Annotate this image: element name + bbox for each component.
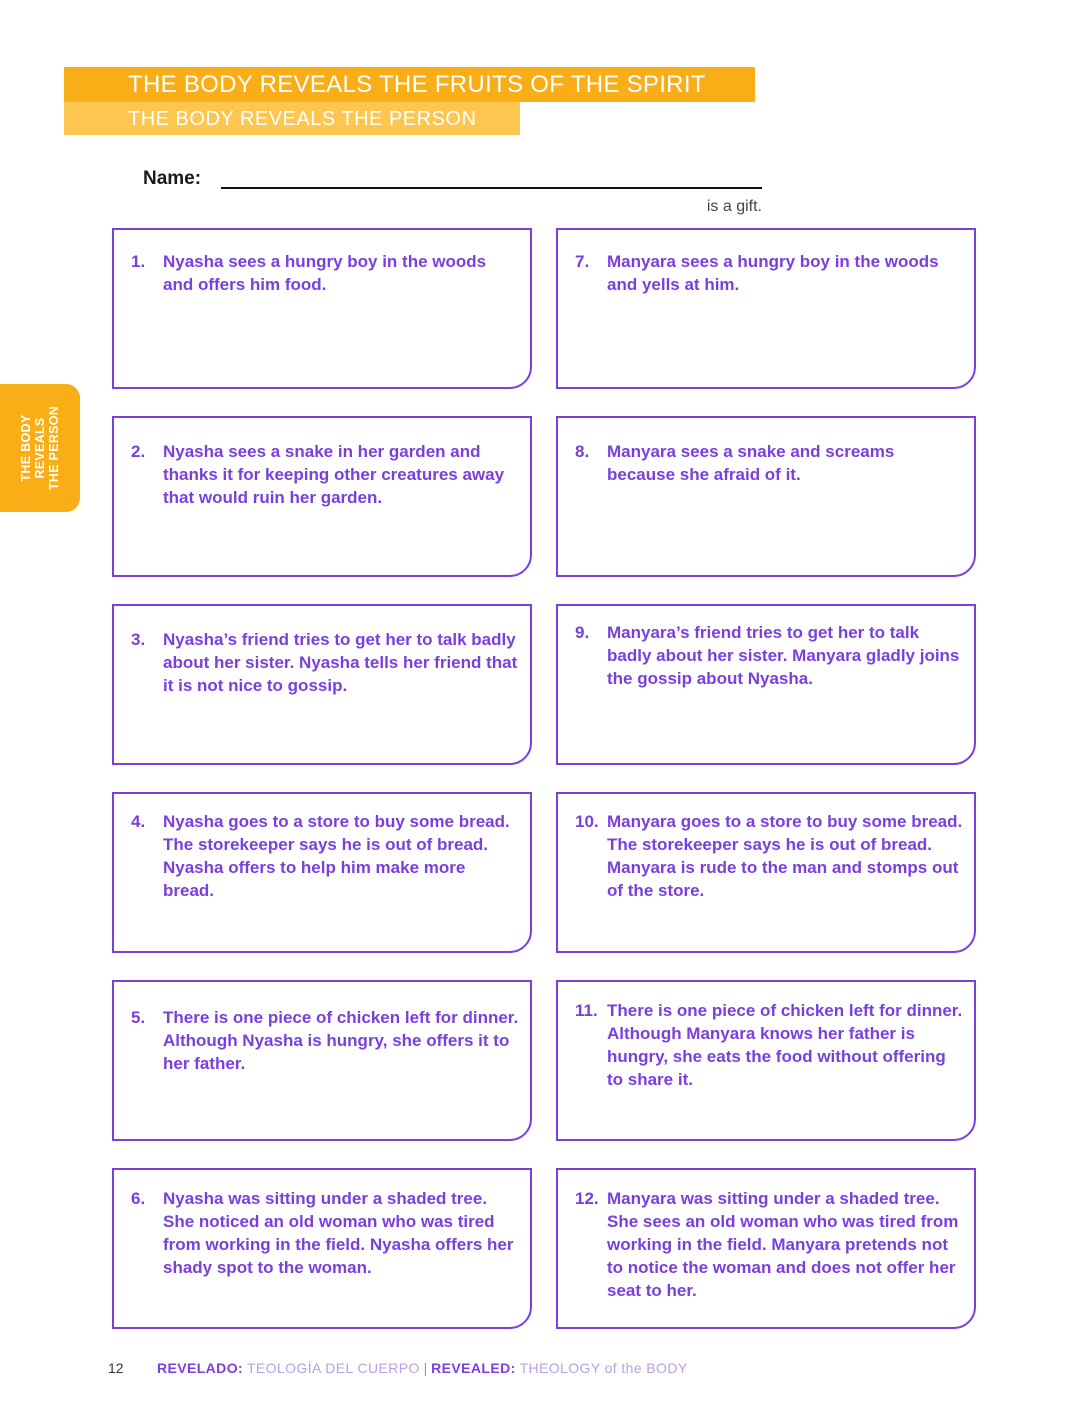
card-number: 6. xyxy=(131,1189,146,1208)
side-section-tab xyxy=(0,384,80,512)
card-number: 4. xyxy=(131,812,146,831)
card-text: There is one piece of chicken left for dinner. Although Nyasha is hungry, she offers it to her father. xyxy=(163,1008,519,1073)
card-number: 3. xyxy=(131,630,146,649)
scenario-card-10 xyxy=(556,792,976,953)
card-text: Manyara sees a snake and screams because she afraid of it. xyxy=(607,442,895,484)
card-text: Nyasha was sitting under a shaded tree. She noticed an old woman who was tired from working in the field. Nyasha offers her shady spot to the woman. xyxy=(163,1189,514,1277)
card-number: 12. xyxy=(575,1189,599,1208)
scenario-card-2 xyxy=(112,416,532,577)
scenario-card-4 xyxy=(112,792,532,953)
card-text: Nyasha sees a snake in her garden and thanks it for keeping other creatures away that would ruin her garden. xyxy=(163,442,505,507)
card-number: 7. xyxy=(575,252,590,271)
card-number: 10. xyxy=(575,812,599,831)
side-tab-line-1: THE BODY xyxy=(19,414,33,482)
card-text: Manyara’s friend tries to get her to talk badly about her sister. Manyara gladly joins the gossip about Nyasha. xyxy=(607,623,960,688)
scenario-card-12 xyxy=(556,1168,976,1329)
header-subtitle: THE BODY REVEALS THE PERSON xyxy=(64,102,520,135)
scenario-card-8 xyxy=(556,416,976,577)
footer-separator: | xyxy=(423,1360,428,1376)
page-footer xyxy=(108,1360,688,1376)
card-number: 5. xyxy=(131,1008,146,1027)
footer-text-spanish: TEOLOGÍA DEL CUERPO xyxy=(246,1360,420,1376)
card-text: Manyara goes to a store to buy some bread. The storekeeper says he is out of bread. Manyara is rude to the man and stomps out of the store. xyxy=(607,812,963,900)
scenario-card-5 xyxy=(112,980,532,1141)
side-tab-label xyxy=(19,406,61,490)
card-number: 11. xyxy=(575,1001,598,1020)
footer-label-english: REVEALED: xyxy=(431,1360,516,1376)
card-number: 2. xyxy=(131,442,146,461)
name-label: Name: xyxy=(143,168,202,189)
card-text: There is one piece of chicken left for dinner. Although Manyara knows her father is hungry, she eats the food without offering to share it. xyxy=(607,1001,963,1089)
footer-label-spanish: REVELADO: xyxy=(157,1360,244,1376)
page-number: 12 xyxy=(108,1360,124,1376)
scenario-card-11 xyxy=(556,980,976,1141)
card-number: 9. xyxy=(575,623,590,642)
scenario-card-1 xyxy=(112,228,532,389)
card-text: Manyara sees a hungry boy in the woods and yells at him. xyxy=(607,252,939,294)
header-title: THE BODY REVEALS THE FRUITS OF THE SPIRIT xyxy=(64,67,755,102)
card-text: Nyasha goes to a store to buy some bread. The storekeeper says he is out of bread. Nyasha offers to help him make more bread. xyxy=(163,812,510,900)
scenario-card-7 xyxy=(556,228,976,389)
name-write-line[interactable] xyxy=(221,187,762,189)
side-tab-line-2: REVEALS xyxy=(33,417,47,479)
scenario-card-6 xyxy=(112,1168,532,1329)
gift-note: is a gift. xyxy=(706,198,762,215)
card-text: Nyasha sees a hungry boy in the woods and offers him food. xyxy=(163,252,487,294)
scenario-card-9 xyxy=(556,604,976,765)
card-text: Manyara was sitting under a shaded tree. She sees an old woman who was tired from working in the field. Manyara pretends not to notice the woman and does not offer her seat to her. xyxy=(607,1189,959,1300)
side-tab-line-3: THE PERSON xyxy=(47,405,61,491)
card-text: Nyasha’s friend tries to get her to talk badly about her sister. Nyasha tells her friend that it is not nice to gossip. xyxy=(163,630,518,695)
card-number: 8. xyxy=(575,442,590,461)
card-number: 1. xyxy=(131,252,146,271)
footer-text-english: THEOLOGY of the BODY xyxy=(519,1360,688,1376)
scenario-card-3 xyxy=(112,604,532,765)
